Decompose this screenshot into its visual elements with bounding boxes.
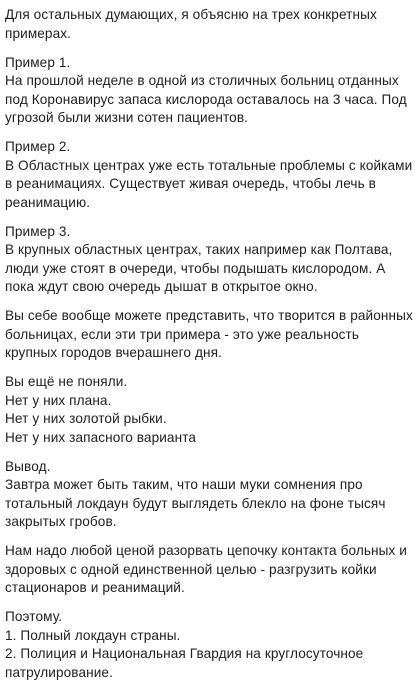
text-line: закрытых гробов. [5,514,117,529]
text-line: 1. Полный локдаун страны. [5,627,181,643]
text-line: под Коронавирус запаса кислорода оставалось на 3 часа. Под [5,91,407,107]
text-line: патрулирование. [5,664,113,680]
paragraph-no-plan [5,373,415,447]
text-line: Вы ещё не поняли. [5,374,128,389]
text-line: Нет у них плана. [5,392,112,408]
text-line: крупных городов вчерашнего дня. [5,345,222,360]
text-line: Для остальных думающих, я объясню на трех конкретных [5,7,377,22]
text-line: Вывод. [5,458,51,474]
text-line: Пример 1. [5,54,71,70]
text-line: Пример 3. [5,223,71,239]
post-body [5,6,415,693]
paragraph-conclusion [5,458,415,532]
text-line: тотальный локдаун будут выглядеть блекло на фоне тысяч [5,495,386,511]
text-line: здоровых с одной единственной целью - разгрузить койки [5,561,377,577]
paragraph-district-hospitals [5,307,415,363]
text-line: пока ждут свою очередь дышат в открытое окно. [5,279,318,294]
text-line: реанимацию. [5,194,91,210]
text-line: Завтра может быть таким, что наши муки сомнения про [5,477,363,492]
paragraph-example-2 [5,138,415,212]
paragraph-example-3 [5,223,415,297]
text-line: угрозой были жизни сотен пациентов. [5,110,249,125]
text-line: в реанимациях. Существует живая очередь, чтобы лечь в [5,176,376,191]
text-line: Нет у них золотой рыбки. [5,411,167,426]
text-line: 2. Полиция и Национальная Гвардия на круглосуточное [5,646,364,661]
text-line: Поэтому. [5,609,63,624]
text-line: На прошлой неделе в одной из столичных больниц отданных [5,73,399,88]
text-line: стационаров и реанимаций. [5,580,185,595]
text-line: В крупных областных центрах, таких например как Полтава, [5,242,393,257]
text-line: люди уже стоят в очереди, чтобы подышать кислородом. А [5,260,386,276]
text-line: примерах. [5,25,72,41]
text-line: Нам надо любой ценой разорвать цепочку контакта больных и [5,543,407,558]
text-line: Пример 2. [5,139,71,154]
text-line: В Областных центрах уже есть тотальные проблемы с койками [5,157,413,173]
text-line: Нет у них запасного варианта [5,429,197,445]
paragraph-break-chain [5,542,415,598]
paragraph-example-1 [5,54,415,128]
paragraph-intro [5,6,415,43]
text-line: Вы себе вообще можете представить, что творится в районных [5,308,413,323]
paragraph-therefore [5,608,415,682]
text-line: больницах, если эти три примера - это уже реальность [5,326,360,342]
